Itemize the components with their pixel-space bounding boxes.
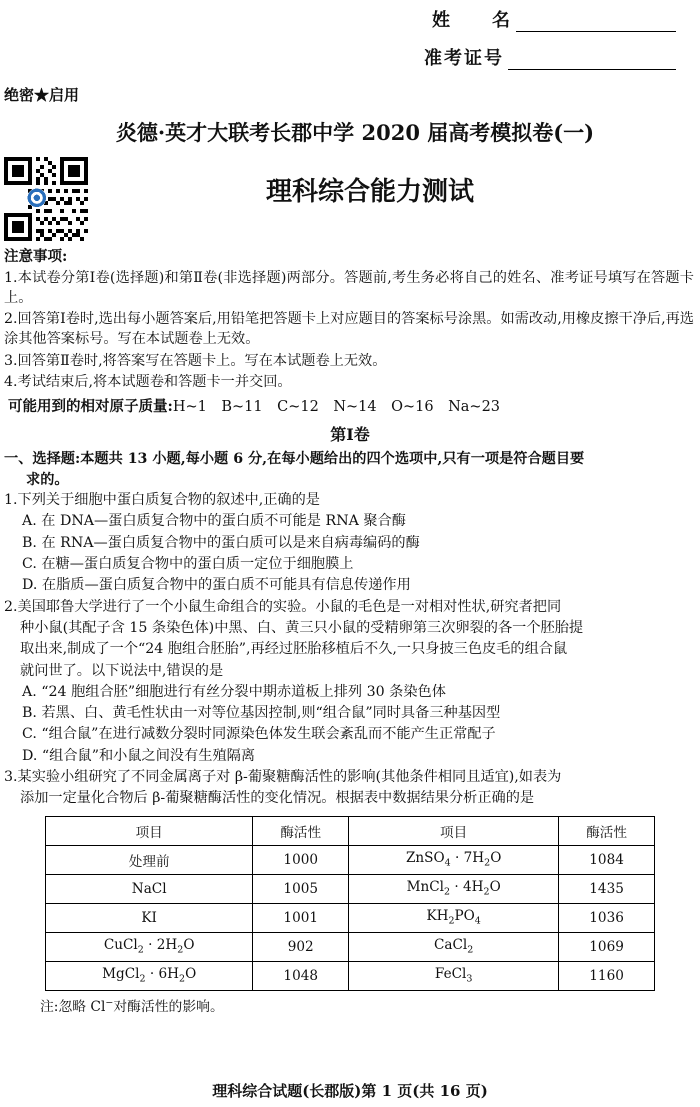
section-instruction-rest: 本题共 13 小题,每小题 6 分,在每小题给出的四个选项中,只有一项是符合题目要	[80, 450, 585, 467]
question-option[interactable]: D. “组合鼠”和小鼠之间没有生殖隔离	[22, 747, 256, 764]
question-stem: 1.下列关于细胞中蛋白质复合物的叙述中,正确的是	[4, 492, 320, 509]
table-cell-item: CuCl$_2$ · $2H_2O$	[46, 932, 253, 961]
question-option[interactable]: A. 在 DNA—蛋白质复合物中的蛋白质不可能是 RNA 聚合酶	[22, 513, 406, 530]
name-label: 姓 名	[432, 10, 512, 31]
exam-number-field-row	[0, 44, 700, 70]
table-header-cell: 项目	[349, 816, 559, 845]
table-cell-activity: 1084	[559, 845, 655, 874]
table-row	[46, 845, 655, 874]
section-instruction-indent: 求的。	[26, 471, 69, 488]
table-header-row	[46, 816, 655, 845]
enzyme-activity-table	[45, 816, 655, 991]
question-3	[0, 767, 700, 810]
footer-text: 理科综合试题(长郡版)第 1 页(共 16 页)	[212, 1082, 488, 1100]
table-cell-item: FeCl$_3$	[349, 961, 559, 990]
table-body	[46, 845, 655, 990]
table-header-cell: 酶活性	[253, 816, 349, 845]
table-note-suffix: 对酶活性的影响。	[113, 998, 224, 1015]
table-row	[46, 903, 655, 932]
question-stem: 2.美国耶鲁大学进行了一个小鼠生命组合的实验。小鼠的毛色是一对相对性状,研究者把同	[4, 598, 562, 615]
name-field-row	[0, 6, 700, 32]
instructions-heading: 注意事项:	[4, 248, 68, 265]
header-fields	[0, 0, 700, 70]
table-cell-item: $KH_2PO_4$	[349, 903, 559, 932]
table-note-superscript: −	[105, 996, 114, 1008]
table-cell-activity: 1160	[559, 961, 655, 990]
question-stem-cont: 添加一定量化合物后 β-葡聚糖酶活性的变化情况。根据表中数据结果分析正确的是	[20, 790, 535, 807]
subject-title: 理科综合能力测试	[265, 177, 474, 207]
table-cell-item: ZnSO$_4$ · $7H_2O$	[349, 845, 559, 874]
question-1	[0, 490, 700, 596]
table-cell-activity: 902	[253, 932, 349, 961]
table-cell-activity: 1001	[253, 903, 349, 932]
question-option[interactable]: A. “24 胞组合胚”细胞进行有丝分裂中期赤道板上排列 30 条染色体	[22, 683, 446, 700]
table-row	[46, 932, 655, 961]
table-cell-activity: 1435	[559, 874, 655, 903]
instruction-line: 1.本试卷分第Ⅰ卷(选择题)和第Ⅱ卷(非选择题)两部分。答题前,考生务必将自己的姓名、准考证号填写在答题卡上。	[4, 270, 694, 307]
question-option[interactable]: B. 若黑、白、黄毛性状由一对等位基因控制,则“组合鼠”同时具备三种基因型	[22, 705, 501, 722]
table-cell-activity: 1069	[559, 932, 655, 961]
exam-number-write-line[interactable]	[508, 49, 676, 70]
section-instruction-bold: 一、选择题:	[4, 450, 81, 467]
question-stem-cont: 种小鼠(其配子含 15 条染色体)中黑、白、黄三只小鼠的受精卵第三次卵裂的各一个胚胎提	[20, 619, 584, 636]
atomic-mass-line	[4, 395, 694, 416]
instruction-line: 4.考试结束后,将本试题卷和答题卡一并交回。	[4, 373, 292, 390]
table-cell-activity: 1005	[253, 874, 349, 903]
question-option[interactable]: B. 在 RNA—蛋白质复合物中的蛋白质可以是来自病毒编码的酶	[22, 534, 420, 551]
table-header-cell: 酶活性	[559, 816, 655, 845]
exam-number-label: 准考证号	[424, 48, 504, 69]
name-write-line[interactable]	[516, 11, 676, 32]
question-option[interactable]: C. 在糖—蛋白质复合物中的蛋白质一定位于细胞膜上	[22, 556, 354, 573]
atomic-mass-values: H~1 B~11 C~12 N~14 O~16 Na~23	[172, 398, 501, 415]
table-cell-item: KI	[46, 903, 253, 932]
table-cell-activity: 1000	[253, 845, 349, 874]
question-2	[0, 597, 700, 767]
question-stem: 3.某实验小组研究了不同金属离子对 β-葡聚糖酶活性的影响(其他条件相同且适宜),如表为	[4, 768, 562, 785]
secret-notice: 绝密★启用	[4, 86, 80, 104]
table-cell-activity: 1036	[559, 903, 655, 932]
table-header-cell: 项目	[46, 816, 253, 845]
question-stem-cont: 就问世了。以下说法中,错误的是	[20, 662, 224, 679]
subject-row	[0, 157, 700, 229]
page-footer	[0, 1080, 700, 1101]
instruction-line: 3.回答第Ⅱ卷时,将答案写在答题卡上。写在本试题卷上无效。	[4, 352, 387, 369]
instructions-block	[0, 245, 700, 416]
table-cell-item: NaCl	[46, 874, 253, 903]
table-note	[0, 995, 700, 1015]
page-title: 炎德·英才大联考长郡中学 2020 届高考模拟卷(一)	[115, 120, 595, 145]
table-note-prefix: 注:忽略 Cl	[40, 998, 106, 1015]
table-cell-item: 处理前	[46, 845, 253, 874]
instruction-line: 2.回答第Ⅰ卷时,选出每小题答案后,用铅笔把答题卡上对应题目的答案标号涂黑。如需改动,用橡皮擦干净后,再选涂其他答案标号。写在本试题卷上无效。	[4, 311, 694, 348]
question-option[interactable]: C. “组合鼠”在进行减数分裂时同源染色体发生联会紊乱而不能产生正常配子	[22, 726, 496, 743]
section-instruction	[0, 449, 700, 490]
question-stem-cont: 取出来,制成了一个“24 胞组合胚胎”,再经过胚胎移植后不久,一只身披三色皮毛的组合鼠	[20, 641, 568, 658]
part-one-title: 第Ⅰ卷	[330, 424, 370, 444]
question-option[interactable]: D. 在脂质—蛋白质复合物中的蛋白质不可能具有信息传递作用	[22, 577, 411, 594]
table-cell-activity: 1048	[253, 961, 349, 990]
table-cell-item: MnCl$_2$ · $4H_2O$	[349, 874, 559, 903]
table-cell-item: MgCl$_2$ · $6H_2O$	[46, 961, 253, 990]
table-row	[46, 961, 655, 990]
table-row	[46, 874, 655, 903]
atomic-mass-label: 可能用到的相对原子质量:	[8, 397, 173, 415]
table-cell-item: CaCl$_2$	[349, 932, 559, 961]
